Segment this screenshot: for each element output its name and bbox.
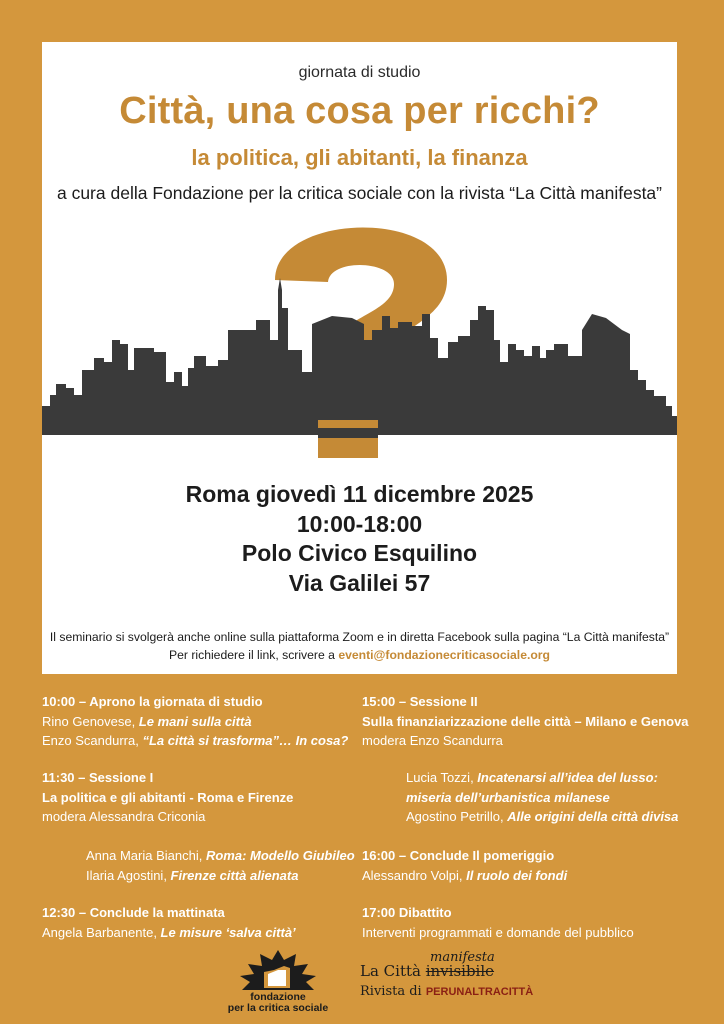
program-heading: 11:30 – Sessione I	[42, 770, 154, 785]
curated-by: a cura della Fondazione per la critica sociale con la rivista “La Città manifesta”	[56, 183, 662, 203]
poster-panel	[42, 42, 677, 674]
event-date: Roma giovedì 11 dicembre 2025	[185, 481, 534, 507]
fondazione-logo-icon	[222, 948, 334, 992]
online-line: Il seminario si svolgerà anche online sulla piattaforma Zoom e in diretta Facebook sulla pagina “La Città manifesta”	[49, 630, 670, 644]
program-block-afternoon-close	[362, 846, 567, 885]
magazine-brand: PERUNALTRACITTÀ	[425, 986, 534, 998]
citta-manifesta-logo	[360, 952, 540, 1012]
program-talk: Angela Barbanente, Le misure ‘salva città’	[42, 924, 296, 940]
program-text: Interventi programmati e domande del pubblico	[362, 924, 634, 940]
program-heading: 16:00 – Conclude Il pomeriggio	[362, 848, 555, 863]
program-talk: Enzo Scandurra, “La città si trasforma”… In cosa?	[42, 733, 349, 748]
event-address: Via Galilei 57	[288, 569, 431, 596]
contact-email-link[interactable]: eventi@fondazionecriticasociale.org	[338, 648, 550, 662]
event-type: giornata di studio	[298, 64, 421, 81]
program-heading: 12:30 – Conclude la mattinata	[42, 905, 225, 920]
program-talk: Rino Genovese, Le mani sulla città	[42, 713, 252, 729]
program-talk: Anna Maria Bianchi, Roma: Modello Giubileo	[86, 848, 355, 863]
program-talk: Agostino Petrillo, Alle origini della città divisa	[406, 809, 679, 824]
fondazione-label: fondazione	[250, 991, 306, 1003]
magazine-tagline: Rivista di	[360, 984, 426, 999]
event-venue: Polo Civico Esquilino	[241, 540, 478, 566]
program-block-morning-close	[42, 903, 296, 942]
program-block-session-1	[42, 768, 293, 827]
program-heading: 15:00 – Sessione II	[362, 694, 478, 709]
program-block-session-2-talk-1	[406, 768, 658, 807]
program-block-session-2	[362, 692, 689, 751]
program-block-debate	[362, 903, 634, 942]
program-moderator: modera Enzo Scandurra	[362, 733, 503, 748]
program-talk: Alessandro Volpi, Il ruolo dei fondi	[362, 867, 568, 883]
event-time: 10:00-18:00	[296, 510, 423, 537]
magazine-name: La Città	[360, 962, 421, 980]
program-talk-title-cont: miseria dell’urbanistica milanese	[406, 789, 610, 805]
fondazione-label-2: per la critica sociale	[227, 1002, 329, 1014]
program-heading: 17:00 Dibattito	[362, 905, 452, 920]
magazine-struck-word: invisibile	[425, 962, 495, 980]
program-moderator: modera Alessandra Criconia	[42, 809, 206, 824]
city-skyline-icon	[42, 278, 677, 435]
page-subtitle: la politica, gli abitanti, la finanza	[191, 145, 528, 170]
program-subheading: La politica e gli abitanti - Roma e Firenze	[42, 789, 294, 805]
fondazione-logo	[222, 948, 334, 1018]
event-details	[42, 480, 677, 598]
program-talk: Lucia Tozzi, Incatenarsi all’idea del lusso:	[406, 770, 658, 785]
page-title: Città, una cosa per ricchi?	[119, 90, 600, 132]
online-info	[42, 628, 677, 664]
program-talk: Ilaria Agostini, Firenze città alienata	[86, 867, 299, 883]
program-subheading: Sulla finanziarizzazione delle città – Milano e Genova	[362, 713, 689, 729]
magazine-overwrite: manifesta	[430, 950, 495, 965]
skyline-illustration	[42, 220, 677, 460]
program-block-session-2-talk-2	[406, 807, 678, 827]
link-request-line: Per richiedere il link, scrivere a eventi@fondazionecriticasociale.org	[168, 648, 550, 662]
program-block-opening	[42, 692, 348, 751]
program-block-session-1-talks	[86, 846, 355, 885]
program-heading: 10:00 – Aprono la giornata di studio	[42, 694, 263, 709]
